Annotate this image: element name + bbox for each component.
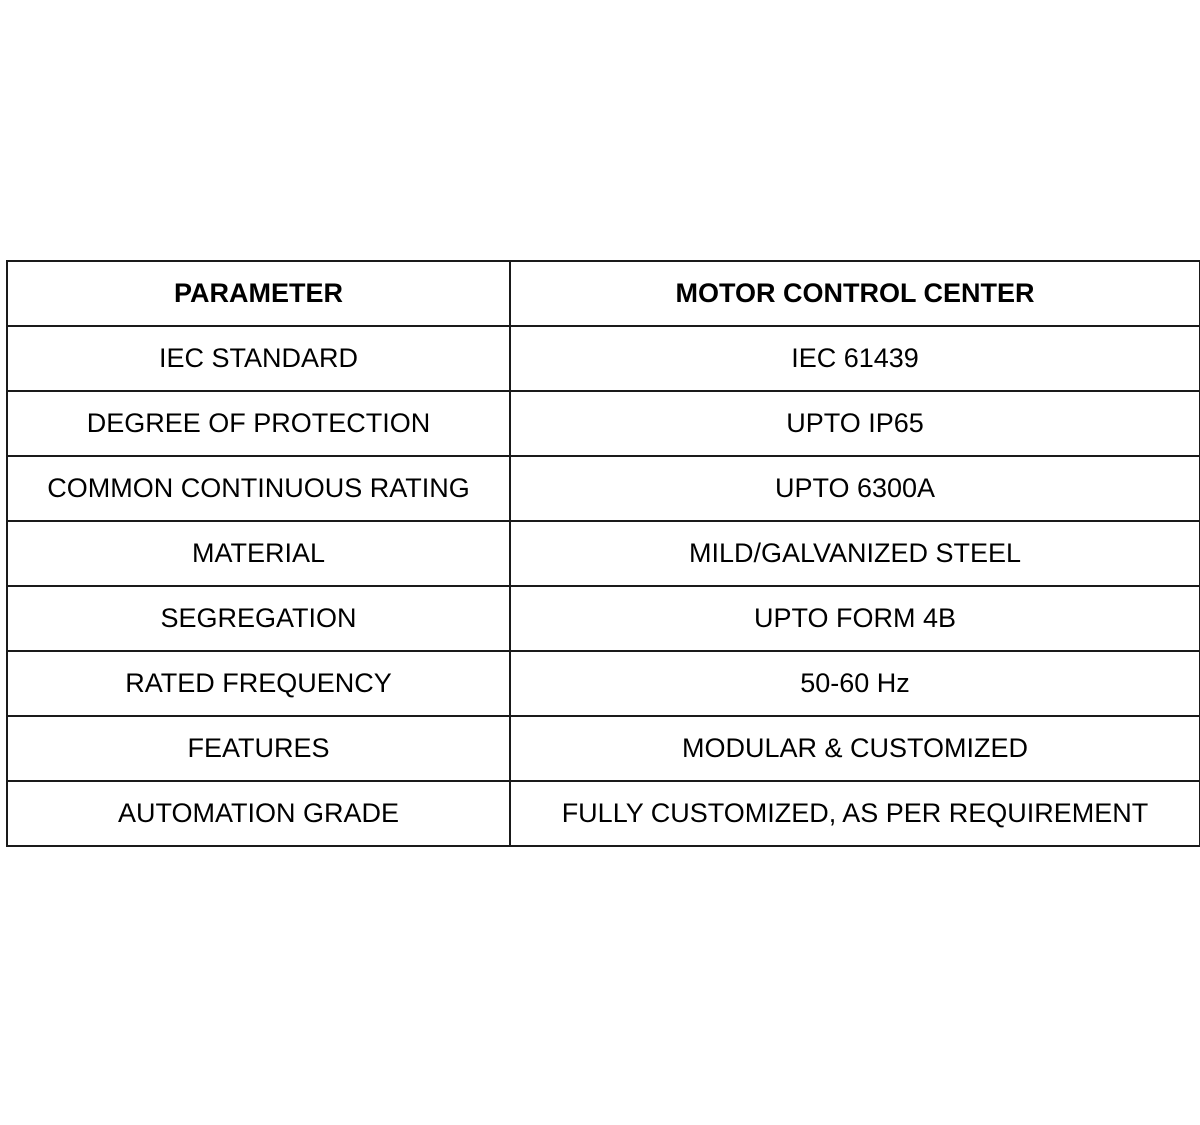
table-row bbox=[7, 586, 1200, 651]
value-cell: UPTO 6300A bbox=[510, 456, 1200, 521]
parameter-cell: FEATURES bbox=[7, 716, 510, 781]
parameter-cell: AUTOMATION GRADE bbox=[7, 781, 510, 846]
parameter-cell: COMMON CONTINUOUS RATING bbox=[7, 456, 510, 521]
table-row bbox=[7, 781, 1200, 846]
specification-table bbox=[6, 260, 1200, 847]
value-cell: 50-60 Hz bbox=[510, 651, 1200, 716]
value-cell: UPTO IP65 bbox=[510, 391, 1200, 456]
parameter-cell: DEGREE OF PROTECTION bbox=[7, 391, 510, 456]
table-row bbox=[7, 456, 1200, 521]
value-cell: UPTO FORM 4B bbox=[510, 586, 1200, 651]
header-motor-control-center: MOTOR CONTROL CENTER bbox=[510, 261, 1200, 326]
table-row bbox=[7, 651, 1200, 716]
parameter-cell: MATERIAL bbox=[7, 521, 510, 586]
header-parameter: PARAMETER bbox=[7, 261, 510, 326]
value-cell: FULLY CUSTOMIZED, AS PER REQUIREMENT bbox=[510, 781, 1200, 846]
table-header-row bbox=[7, 261, 1200, 326]
value-cell: IEC 61439 bbox=[510, 326, 1200, 391]
parameter-cell: IEC STANDARD bbox=[7, 326, 510, 391]
table-row bbox=[7, 521, 1200, 586]
table-row bbox=[7, 716, 1200, 781]
table-row bbox=[7, 326, 1200, 391]
value-cell: MODULAR & CUSTOMIZED bbox=[510, 716, 1200, 781]
parameter-cell: RATED FREQUENCY bbox=[7, 651, 510, 716]
value-cell: MILD/GALVANIZED STEEL bbox=[510, 521, 1200, 586]
table-row bbox=[7, 391, 1200, 456]
parameter-cell: SEGREGATION bbox=[7, 586, 510, 651]
